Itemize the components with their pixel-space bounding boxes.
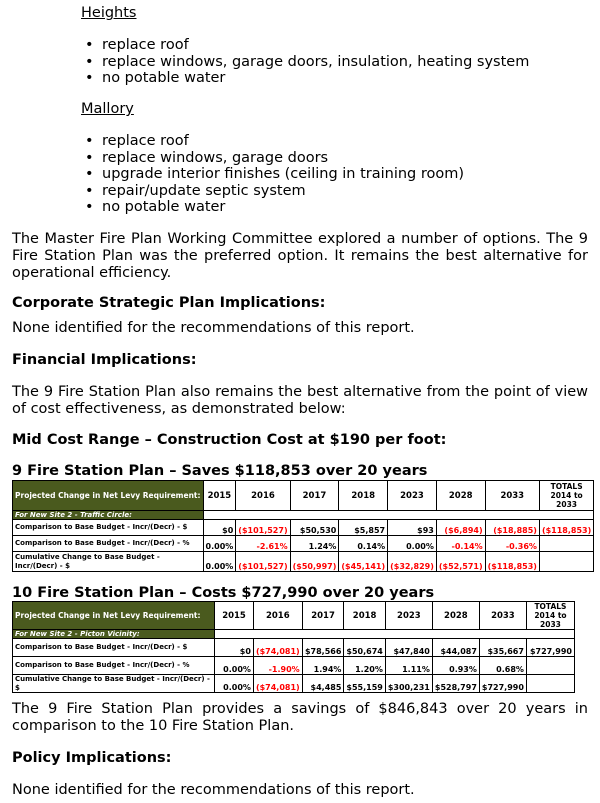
year-header: 2015 [203,481,236,511]
table-header-row [13,481,594,511]
year-header: 2017 [290,481,339,511]
table-row [13,520,594,536]
table-cell: ($74,081) [253,675,302,693]
table-row [13,639,575,657]
table-cell: 1.20% [344,657,385,675]
table-cell: ($50,997) [290,552,339,572]
table-cell: ($18,885) [485,520,539,536]
mallory-list [81,133,464,216]
table-cell: $47,840 [385,639,432,657]
table-row [13,536,594,552]
table-cell: 1.24% [290,536,339,552]
table-cell: ($32,829) [388,552,437,572]
table-cell: 0.00% [215,657,254,675]
row-label: Comparison to Base Budget - Incr/(Decr) - % [13,657,215,675]
section-label: For New Site 2 - Picton Vicinity: [13,630,215,639]
list-item: • replace roof [81,37,529,54]
table-cell: 1.94% [302,657,344,675]
year-header: 2023 [385,602,432,630]
table-row [13,657,575,675]
table-cell: ($52,571) [436,552,485,572]
table-cell: $50,530 [290,520,339,536]
header-label: Projected Change in Net Levy Requirement: [13,481,204,511]
table-cell: $93 [388,520,437,536]
policy-heading: Policy Implications: [12,750,172,766]
table-cell: $0 [203,520,236,536]
year-header: 2016 [236,481,290,511]
year-header: 2016 [253,602,302,630]
policy-text: None identified for the recommendations of this report. [12,782,415,798]
row-label: Comparison to Base Budget - Incr/(Decr) - $ [13,520,204,536]
table-cell: $78,566 [302,639,344,657]
table-cell: -0.36% [485,536,539,552]
header-label: Projected Change in Net Levy Requirement: [13,602,215,630]
table-cell: 0.93% [432,657,479,675]
table-row [13,552,594,572]
year-header: 2023 [388,481,437,511]
mid-cost-heading: Mid Cost Range – Construction Cost at $190 per foot: [12,432,447,448]
table-header-row [13,602,575,630]
table-cell: $35,667 [479,639,526,657]
table9-title: 9 Fire Station Plan – Saves $118,853 over 20 years [12,463,428,479]
list-item: • repair/update septic system [81,183,464,200]
table-cell: 0.68% [479,657,526,675]
table-row [13,675,575,693]
financial-heading: Financial Implications: [12,352,197,368]
year-header: 2017 [302,602,344,630]
table-cell: 0.00% [388,536,437,552]
mallory-subheading: Mallory [81,101,134,117]
committee-paragraph: The Master Fire Plan Working Committee explored a number of options. The 9 Fire Station Plan was the preferred option. It remains the best alternative for operational efficiency. [12,231,588,281]
corporate-heading: Corporate Strategic Plan Implications: [12,295,326,311]
heights-list [81,37,529,87]
table-cell: ($118,853) [485,552,539,572]
table-cell: $300,231 [385,675,432,693]
list-item: • replace windows, garage doors, insulation, heating system [81,54,529,71]
table-cell: 0.00% [203,536,236,552]
year-header: 2033 [485,481,539,511]
year-header: 2015 [215,602,254,630]
year-header: 2028 [436,481,485,511]
table-cell: ($6,894) [436,520,485,536]
table10 [12,601,575,693]
table-cell [526,675,574,693]
section-row [13,511,594,520]
table-cell [539,552,593,572]
table-cell: ($101,527) [236,552,290,572]
heights-subheading: Heights [81,5,137,21]
corporate-text: None identified for the recommendations of this report. [12,320,415,336]
list-item: • no potable water [81,70,529,87]
table-cell: ($118,853) [539,520,593,536]
year-header: 2018 [339,481,388,511]
table-cell: $50,674 [344,639,385,657]
table-cell: ($45,141) [339,552,388,572]
table-cell: -2.61% [236,536,290,552]
totals-header: TOTALS 2014 to 2033 [539,481,593,511]
year-header: 2033 [479,602,526,630]
table-cell: ($74,081) [253,639,302,657]
row-label: Cumulative Change to Base Budget - Incr/(Decr) - $ [13,552,204,572]
section-row [13,630,575,639]
table-cell [526,657,574,675]
table-cell: $727,990 [526,639,574,657]
list-item: • replace roof [81,133,464,150]
totals-header: TOTALS 2014 to 2033 [526,602,574,630]
table9 [12,480,594,572]
table-cell: $528,797 [432,675,479,693]
table-cell: -1.90% [253,657,302,675]
table10-title: 10 Fire Station Plan – Costs $727,990 over 20 years [12,585,435,601]
table-cell: $44,087 [432,639,479,657]
list-item: • replace windows, garage doors [81,150,464,167]
row-label: Comparison to Base Budget - Incr/(Decr) - % [13,536,204,552]
table-cell: 0.00% [215,675,254,693]
table-cell: -0.14% [436,536,485,552]
year-header: 2028 [432,602,479,630]
list-item: • upgrade interior finishes (ceiling in training room) [81,166,464,183]
table-cell: ($101,527) [236,520,290,536]
list-item: • no potable water [81,199,464,216]
table-cell: $5,857 [339,520,388,536]
table-cell [539,536,593,552]
table-cell: 1.11% [385,657,432,675]
year-header: 2018 [344,602,385,630]
table-cell: $727,990 [479,675,526,693]
table-cell: 0.00% [203,552,236,572]
table-cell: $0 [215,639,254,657]
financial-text: The 9 Fire Station Plan also remains the best alternative from the point of view of cost effectiveness, as demonstrated below: [12,384,588,417]
table-cell: $4,485 [302,675,344,693]
table-cell: $55,159 [344,675,385,693]
row-label: Cumulative Change to Base Budget - Incr/(Decr) - $ [13,675,215,693]
table-cell: 0.14% [339,536,388,552]
row-label: Comparison to Base Budget - Incr/(Decr) - $ [13,639,215,657]
savings-paragraph: The 9 Fire Station Plan provides a savings of $846,843 over 20 years in comparison to the 10 Fire Station Plan. [12,701,588,734]
section-label: For New Site 2 - Traffic Circle: [13,511,204,520]
